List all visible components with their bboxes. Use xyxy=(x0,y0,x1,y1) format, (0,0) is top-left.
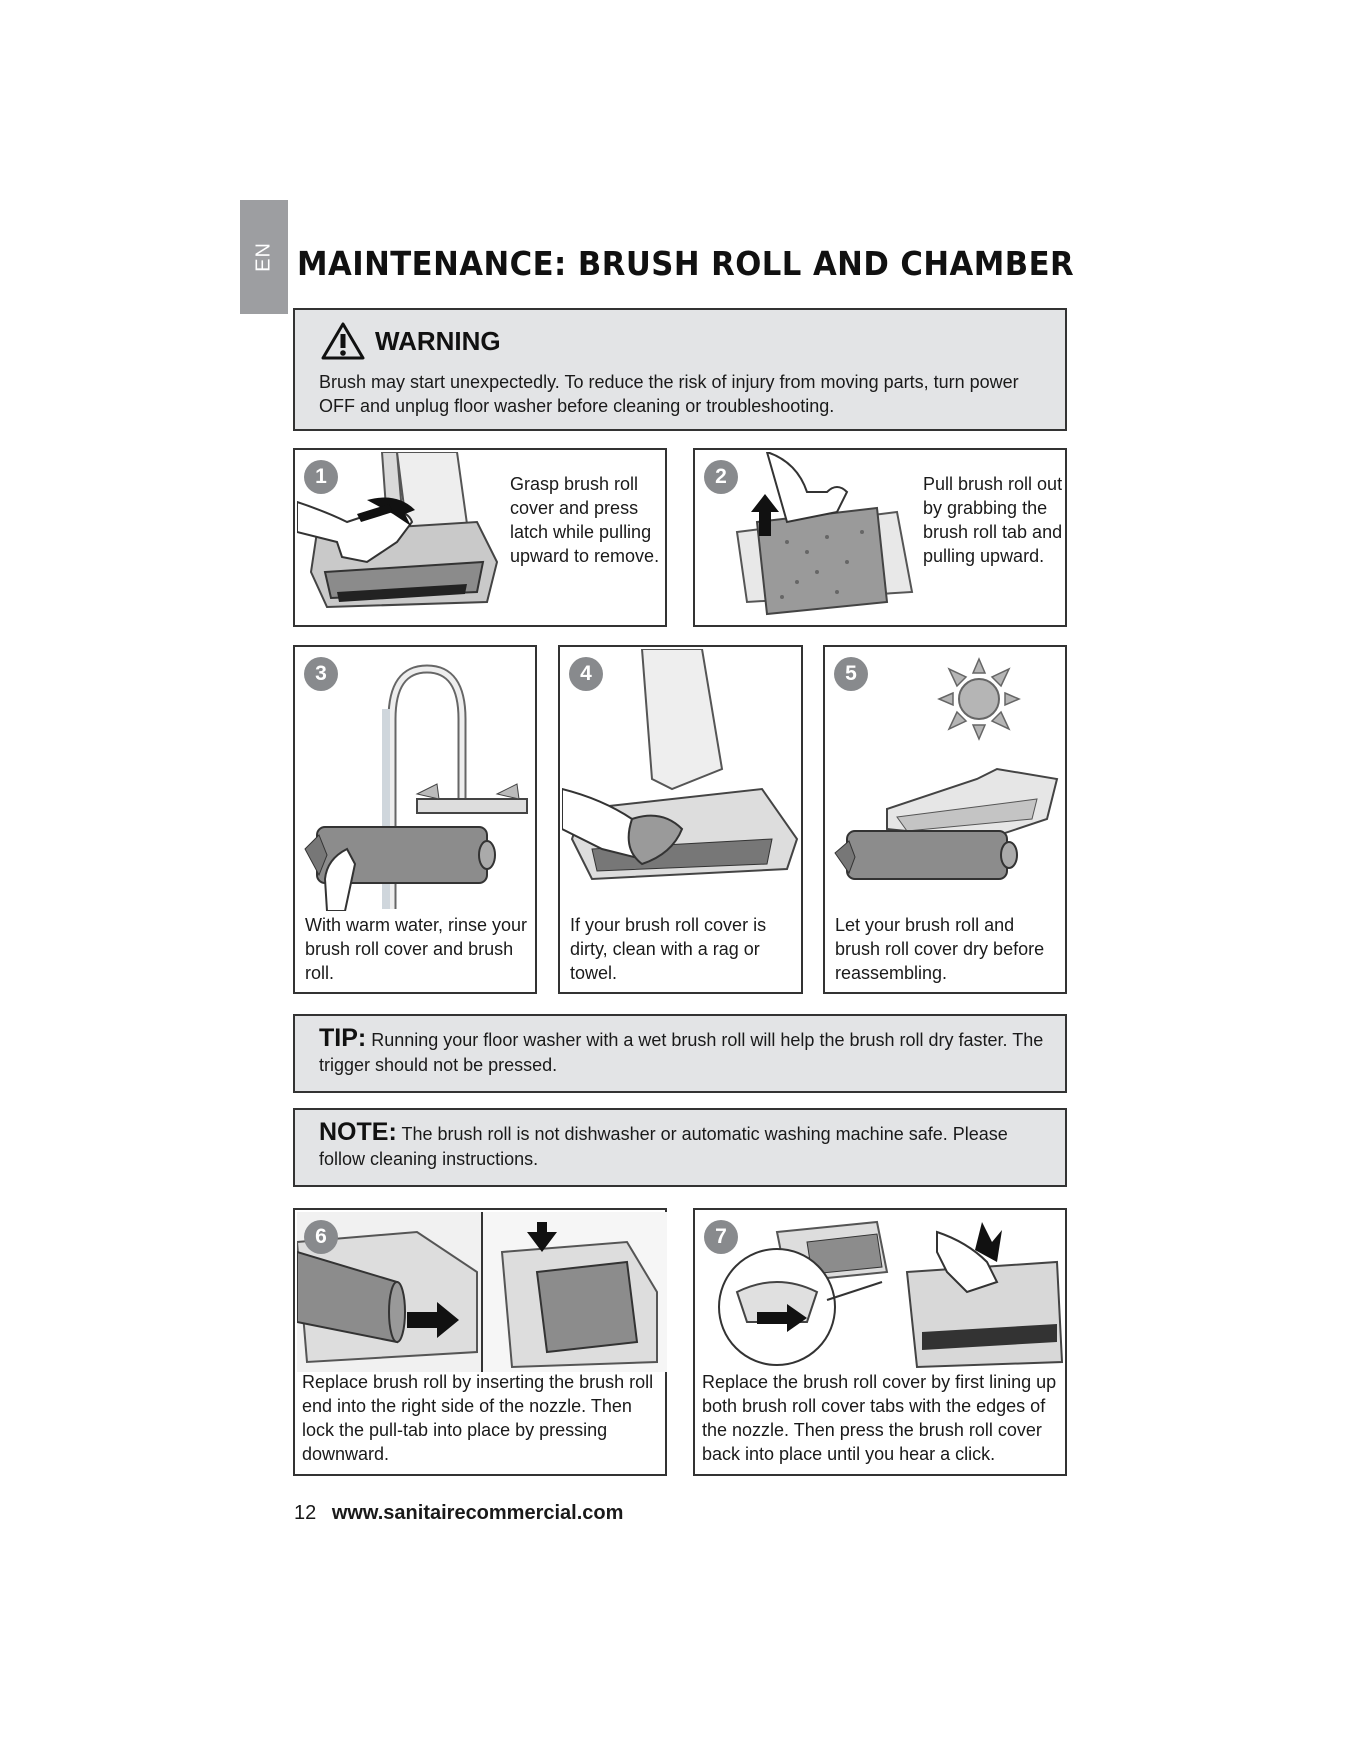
step-5-text: Let your brush roll and brush roll cover dry before reassembling. xyxy=(835,915,1045,983)
page-footer xyxy=(294,1502,623,1525)
step-3-number: 3 xyxy=(304,657,338,691)
step-4-number: 4 xyxy=(569,657,603,691)
step-4-text: If your brush roll cover is dirty, clean with a rag or towel. xyxy=(570,915,767,983)
step-7-number: 7 xyxy=(704,1220,738,1254)
page-number: 12 xyxy=(294,1502,317,1524)
step-6-illustration xyxy=(297,1212,667,1372)
step-1-panel xyxy=(293,448,667,627)
step-4-illustration xyxy=(562,649,801,911)
note-box xyxy=(293,1108,1067,1187)
language-tab-label: EN xyxy=(252,242,275,272)
page-title: MAINTENANCE: BRUSH ROLL AND CHAMBER xyxy=(297,244,1075,283)
step-2-text: Pull brush roll out by grabbing the brush roll tab and pulling upward. xyxy=(923,474,1063,566)
language-tab xyxy=(240,200,288,314)
website-link[interactable]: www.sanitairecommercial.com xyxy=(331,1502,624,1524)
step-3-panel xyxy=(293,645,537,994)
step-5-illustration xyxy=(827,649,1065,911)
step-6-number: 6 xyxy=(304,1220,338,1254)
warning-triangle-icon xyxy=(321,322,365,360)
warning-title: WARNING xyxy=(375,325,501,356)
step-5-number: 5 xyxy=(834,657,868,691)
tip-text: Running your floor washer with a wet brush roll will help the brush roll dry faster. The trigger should not be pressed. xyxy=(319,1030,1044,1075)
tip-label: TIP: xyxy=(319,1024,367,1052)
step-5-panel xyxy=(823,645,1067,994)
step-6-panel xyxy=(293,1208,667,1476)
step-7-illustration xyxy=(697,1212,1067,1372)
step-7-text: Replace the brush roll cover by first lining up both brush roll cover tabs with the edges of the nozzle. Then press the brush roll cover back into place until you hear a click. xyxy=(702,1372,1057,1464)
warning-text: Brush may start unexpectedly. To reduce the risk of injury from moving parts, turn power OFF and unplug floor washer before cleaning or troubleshooting. xyxy=(319,372,1019,416)
warning-box xyxy=(293,308,1067,431)
step-1-number: 1 xyxy=(304,460,338,494)
step-3-illustration xyxy=(297,649,535,911)
step-1-text: Grasp brush roll cover and press latch while pulling upward to remove. xyxy=(510,474,660,566)
note-text: The brush roll is not dishwasher or automatic washing machine safe. Please follow cleaning instructions. xyxy=(319,1124,1008,1169)
note-label: NOTE: xyxy=(319,1118,397,1146)
step-2-number: 2 xyxy=(704,460,738,494)
tip-box xyxy=(293,1014,1067,1093)
step-2-panel xyxy=(693,448,1067,627)
step-7-panel xyxy=(693,1208,1067,1476)
step-3-text: With warm water, rinse your brush roll cover and brush roll. xyxy=(305,915,528,983)
step-6-text: Replace brush roll by inserting the brush roll end into the right side of the nozzle. Then lock the pull-tab into place by pressing downward. xyxy=(302,1372,654,1464)
step-4-panel xyxy=(558,645,803,994)
sun-icon xyxy=(939,659,1019,739)
